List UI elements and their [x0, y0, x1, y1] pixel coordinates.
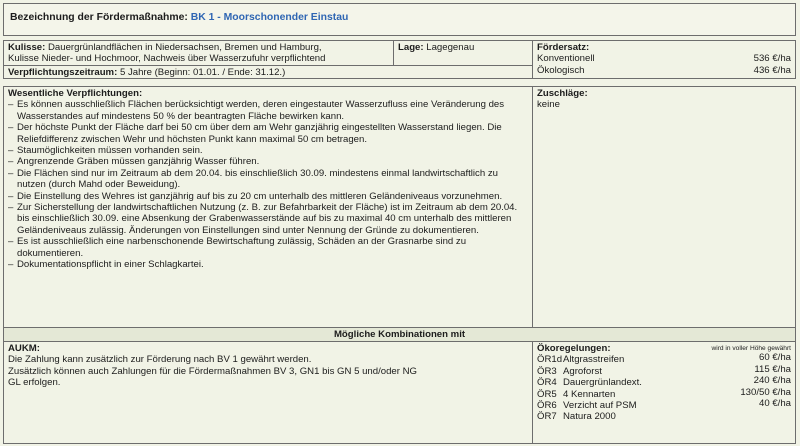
oeko-code: ÖR1d [537, 354, 563, 366]
zuschlaege-cell [532, 86, 796, 328]
lage-cell [393, 40, 533, 66]
oekoregelungen-prices [707, 343, 791, 442]
oekoregelungen-label: Ökoregelungen: [537, 343, 611, 354]
oeko-value: 130/50 €/ha [740, 386, 791, 398]
oekoregelungen-cell [532, 341, 796, 444]
oeko-value: 60 €/ha [758, 352, 791, 364]
verpflichtung-item: – Zur Sicherstellung der landwirtschaftlichen Nutzung (z. B. zur Befahrbarkeit der Fläche) ist im Zeitraum ab dem 20.04. bis einschließlich 30.09. eine Absenkung der Grabenwasserstände auf bis zu maximal 40 cm unterhalb des mittleren Geländeniveaus zulässig. Änderungen von Einstellungen sind unter Nennung der Gründe zu dokumentieren. [8, 202, 528, 236]
kulisse-text-2: Kulisse Nieder- und Hochmoor, Nachweis über Wasserzufuhr verpflichtend [8, 53, 326, 65]
verpflichtungen-cell [3, 86, 533, 328]
verpflichtung-item: – Der höchste Punkt der Fläche darf bei 50 cm über dem am Wehr ganzjährig eingestellten Wasserstand liegen. Die Reliefdifferenz zwischen Wehr und höchsten Punkt kann maximal 50 cm betragen. [8, 122, 528, 145]
kombinationen-header: Mögliche Kombinationen mit [3, 327, 796, 342]
oekoregelung-item [537, 354, 707, 365]
kulisse-text-1: Dauergrünlandflächen in Niedersachsen, Bremen und Hamburg, [45, 42, 322, 53]
verpflichtung-item: – Die Einstellung des Wehres ist ganzjährig auf bis zu 20 cm unterhalb des mittleren Geländeniveaus vorzunehmen. [8, 191, 528, 202]
title-row [3, 3, 796, 36]
measure-name: BK 1 - Moorschonender Einstau [190, 12, 349, 23]
oekoregelung-item [537, 366, 707, 377]
zeitraum-cell [3, 65, 533, 79]
verpflichtung-item: – Es können ausschließlich Flächen berücksichtigt werden, deren eingestauter Wasserzufluss eine Veränderung des Wasserstandes auf mindestens 50 % der beantragten Fläche bewirken kann. [8, 99, 528, 122]
oeko-code: ÖR6 [537, 400, 557, 412]
verpflichtung-item: – Es ist ausschließlich eine narbenschonende Bewirtschaftung zulässig, Schäden an der Grasnarbe sind zu dokumentieren. [8, 236, 528, 259]
verpflichtung-item: – Angrenzende Gräben müssen ganzjährig Wasser führen. [8, 156, 528, 167]
oeko-code: ÖR7 [537, 411, 557, 423]
verpflichtung-item: – Staumöglichkeiten müssen vorhanden sein. [8, 145, 528, 156]
foerdersatz-value: 536 €/ha [753, 53, 791, 65]
oeko-code: ÖR3 [537, 365, 557, 377]
oeko-name: Altgrasstreifen [563, 354, 625, 366]
oeko-name: 4 Kennarten [563, 388, 616, 400]
foerdersatz-row [537, 53, 791, 64]
zeitraum-label: Verpflichtungszeitraum: [8, 67, 118, 78]
foerdersatz-name: Ökologisch [537, 64, 585, 76]
foerdersatz-label: Fördersatz: [537, 42, 590, 53]
oeko-value: 115 €/ha [754, 363, 791, 375]
zuschlaege-label: Zuschläge: [537, 88, 588, 99]
aukm-cell [3, 341, 533, 444]
oeko-name: Verzicht auf PSM [563, 400, 637, 412]
aukm-line-2: Zusätzlich können auch Zahlungen für die Fördermaßnahmen BV 3, GN1 bis GN 5 und/oder NG GL erfolgen. [8, 365, 418, 389]
verpflichtung-item: – Die Flächen sind nur im Zeitraum ab dem 20.04. bis einschließlich 30.09. mindestens einmal landwirtschaftlich zu nutzen (durch Mahd oder Beweidung). [8, 168, 528, 191]
verpflichtungen-list [8, 99, 528, 270]
foerdersatz-row [537, 65, 791, 76]
full-payment-note: wird in voller Höhe gewährt [711, 345, 791, 352]
oeko-name: Natura 2000 [563, 411, 616, 423]
verpflichtungen-label: Wesentliche Verpflichtungen: [8, 88, 143, 99]
oeko-value: 240 €/ha [753, 375, 791, 387]
title-label: Bezeichnung der Fördermaßnahme: [10, 12, 188, 23]
aukm-line-1: Die Zahlung kann zusätzlich zur Förderung nach BV 1 gewährt werden. [8, 354, 312, 366]
oeko-name: Dauergrünlandext. [563, 377, 642, 389]
oekoregelung-item [537, 400, 707, 411]
oeko-name: Agroforst [563, 365, 602, 377]
oekoregelung-item [537, 389, 707, 400]
zeitraum-value: 5 Jahre (Beginn: 01.01. / Ende: 31.12.) [117, 67, 286, 78]
lage-value: Lagegenau [423, 42, 475, 53]
foerdersatz-value: 436 €/ha [753, 64, 791, 76]
aukm-label: AUKM: [8, 343, 40, 354]
oekoregelung-item [537, 377, 707, 388]
oeko-code: ÖR4 [537, 377, 557, 389]
foerdersatz-cell [532, 40, 796, 79]
verpflichtung-item: – Dokumentationspflicht in einer Schlagkartei. [8, 259, 528, 270]
kulisse-label: Kulisse: [8, 42, 46, 53]
kulisse-cell [3, 40, 394, 66]
foerdersatz-name: Konventionell [537, 53, 595, 65]
oeko-rates [707, 352, 791, 409]
oekoregelungen-list [537, 343, 707, 442]
oekoregelung-item [537, 411, 707, 422]
oeko-value: 40 €/ha [758, 397, 791, 409]
oeko-code: ÖR5 [537, 388, 557, 400]
zuschlaege-value: keine [537, 99, 560, 111]
lage-label: Lage: [398, 42, 424, 53]
